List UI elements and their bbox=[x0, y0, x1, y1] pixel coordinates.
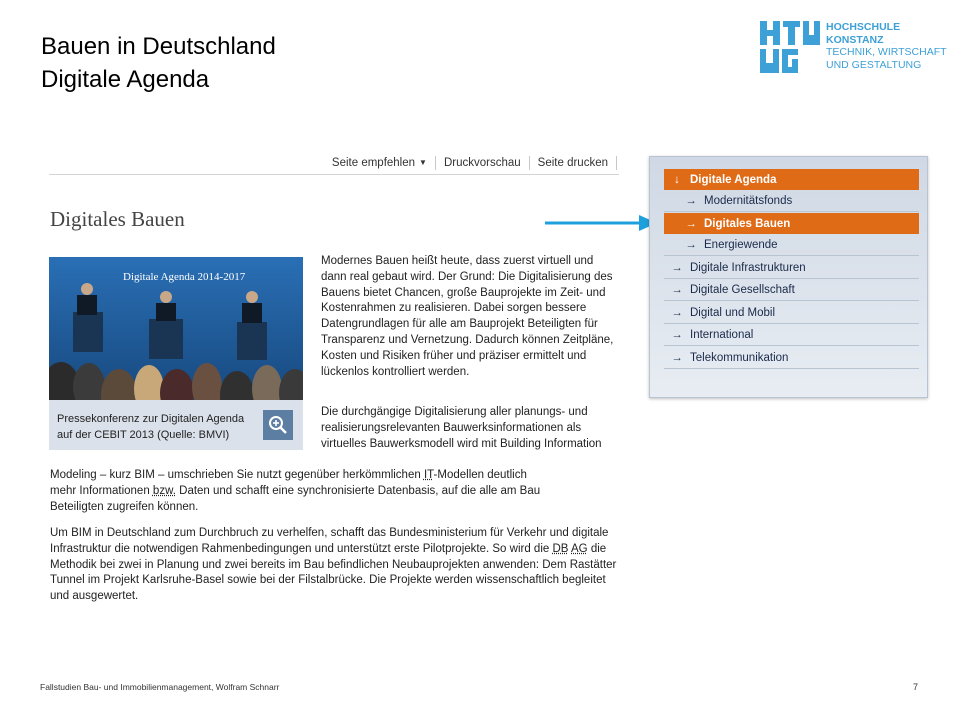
nav-item-digitales-bauen[interactable]: → Digitales Bauen bbox=[664, 213, 919, 234]
arrow-right-icon: → bbox=[685, 195, 697, 207]
htwg-logo-mark-icon bbox=[760, 21, 820, 73]
recommend-page-button[interactable]: Seite empfehlen ▼ bbox=[331, 157, 427, 169]
slide-page-number: 7 bbox=[913, 682, 919, 692]
page-toolbar bbox=[49, 152, 619, 175]
nav-item-digitale-gesellschaft[interactable]: → Digitale Gesellschaft bbox=[664, 280, 919, 301]
print-preview-link[interactable]: Druckvorschau bbox=[443, 157, 521, 169]
photo-banner-text: Digitale Agenda 2014-2017 bbox=[123, 271, 246, 283]
article-paragraph-2: Die durchgängige Digitalisierung aller planungs- und realisierungsrelevanten Bauwerksinformationen als virtuelles Bauwerksmodell wird mit Building Information bbox=[321, 406, 602, 450]
arrow-right-icon: → bbox=[685, 217, 697, 230]
arrow-right-icon: → bbox=[671, 307, 683, 319]
pointer-arrow-icon bbox=[545, 214, 657, 232]
logo-line3: TECHNIK, WIRTSCHAFT bbox=[826, 46, 947, 58]
article-paragraph-3: Um BIM in Deutschland zum Durchbruch zu verhelfen, schafft das Bundesministerium für Verkehr und digitale Infrastruktur die notwendigen Rahmenbedingungen und unterstützt erste Pilotprojekte. So wird die DB AG die Methodik bei zwei in Planung und zwei bereits im Bau befindlichen Neubauprojekten anwenden: Dem Rastätter Tunnel im Projekt Karlsruhe-Basel sowie bei der Filstalbrücke. Die Projekte werden wissenschaftlich begleitet und ausgewertet. bbox=[50, 527, 617, 603]
article-heading: Digitales Bauen bbox=[50, 207, 185, 231]
arrow-right-icon: → bbox=[671, 329, 683, 341]
print-page-link[interactable]: Seite drucken bbox=[537, 157, 608, 169]
arrow-right-icon: → bbox=[671, 262, 683, 274]
press-conference-photo[interactable] bbox=[49, 257, 303, 400]
nav-item-telekommunikation[interactable]: → Telekommunikation bbox=[664, 348, 919, 369]
it-abbr-link[interactable]: IT bbox=[423, 469, 434, 481]
photo-caption-box bbox=[49, 400, 303, 450]
logo-line2: KONSTANZ bbox=[826, 33, 884, 46]
nav-item-digitale-agenda[interactable]: ↓ Digitale Agenda bbox=[664, 169, 919, 190]
arrow-right-icon: → bbox=[685, 239, 697, 251]
htwg-logo-text bbox=[826, 21, 947, 71]
bzw-abbr-link[interactable]: bzw. bbox=[152, 484, 176, 497]
arrow-right-icon: → bbox=[671, 352, 683, 364]
ag-abbr-link[interactable]: AG bbox=[571, 542, 588, 555]
article-paragraph-1: Modernes Bauen heißt heute, dass zuerst virtuell und dann real gebaut wird. Der Grund: Die Digitalisierung des Bauens bietet Chancen, große Bauprojekte im Zeit- und Kostenrahmen zu realisieren. Dabei sorgen bessere Datengrundlagen für alle am Bauprojekt Beteiligten für Transparenz und Vernetzung. Dadurch können Zeitpläne, Kosten und Risiken früher und präziser ermittelt und lückenlos kontrolliert werden. bbox=[321, 255, 614, 378]
zoom-in-icon bbox=[268, 415, 288, 435]
slide-footer: Fallstudien Bau- und Immobilienmanagement, Wolfram Schnarr bbox=[40, 682, 280, 692]
nav-item-digital-und-mobil[interactable]: → Digital und Mobil bbox=[664, 303, 919, 324]
nav-item-modernitaetsfonds[interactable]: → Modernitätsfonds bbox=[664, 191, 919, 212]
logo-line1: HOCHSCHULE bbox=[826, 21, 901, 33]
article-paragraph-2-continued: Modeling – kurz BIM – umschrieben Sie nutzt gegenüber herkömmlichen IT-Modellen deutlich mehr Informationen bzw. Daten und schafft eine synchronisierte Datenbasis, auf die alle am Bau Beteiligten zugreifen können. bbox=[50, 469, 541, 513]
slide-title bbox=[41, 30, 276, 96]
slide-title-line1: Bauen in Deutschland bbox=[41, 33, 276, 60]
sidebar-nav bbox=[649, 156, 928, 398]
caret-down-icon: ▼ bbox=[419, 158, 427, 167]
htwg-logo bbox=[760, 21, 955, 77]
logo-line4: UND GESTALTUNG bbox=[826, 58, 922, 71]
press-conference-image bbox=[49, 257, 303, 400]
slide-title-line2: Digitale Agenda bbox=[41, 66, 210, 93]
nav-item-international[interactable]: → International bbox=[664, 325, 919, 346]
arrow-down-icon: ↓ bbox=[674, 173, 680, 186]
photo-caption: Pressekonferenz zur Digitalen Agenda auf der CEBIT 2013 (Quelle: BMVI) bbox=[57, 413, 245, 441]
db-abbr-link[interactable]: DB bbox=[552, 542, 569, 555]
toolbar-divider bbox=[616, 156, 617, 170]
zoom-button[interactable] bbox=[263, 410, 293, 440]
nav-item-energiewende[interactable]: → Energiewende bbox=[664, 235, 919, 256]
nav-item-digitale-infrastrukturen[interactable]: → Digitale Infrastrukturen bbox=[664, 258, 919, 279]
arrow-right-icon: → bbox=[671, 284, 683, 296]
